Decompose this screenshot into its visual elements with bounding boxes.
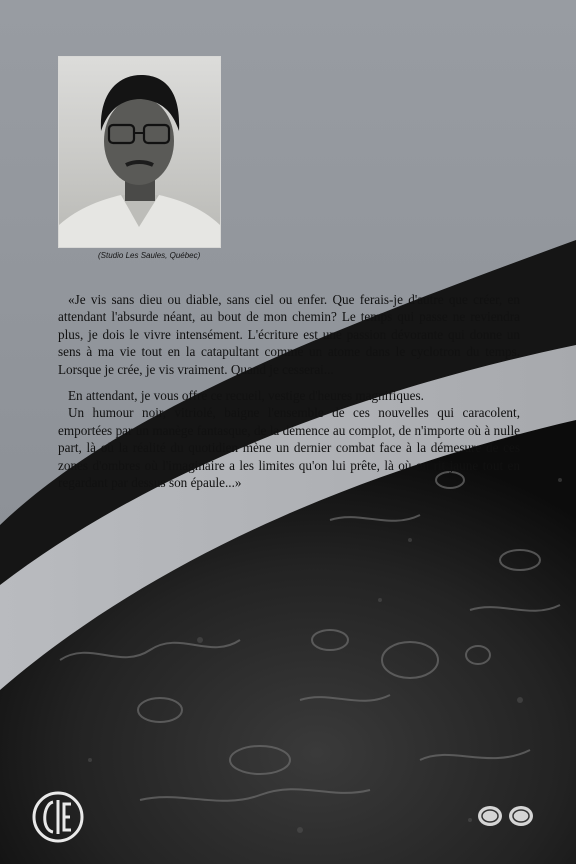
publisher-logo bbox=[31, 788, 85, 846]
seal-icon bbox=[509, 806, 533, 826]
blurb-text bbox=[58, 291, 520, 491]
blurb-paragraph: Un humour noir, vitriolé, baigne l'ensemble de ces nouvelles qui caracolent, emportées par un manège fantasque, de la démence au complot, de n'importe où à nulle part, là où la réalité du quotidien mène un dernier combat face à la démesure de ces zones d'ombres où l'imaginaire a les limites qu'on lui prête, là où on rit jaune tout en regardant par dessus son épaule...» bbox=[58, 405, 520, 491]
author-quote-paragraph: «Je vis sans dieu ou diable, sans ciel ou enfer. Que ferais-je d'autre que créer, en attendant l'absurde néant, au bout de mon chemin? Le temps qui passe ne reviendra plus, je dois le vivre intensément. L'écriture est une passion dévorante qui donne un sens à ma vie tout en la catapultant comme un atome dans le cyclotron du temps. Lorsque je crée, je vis vraiment. Quand je cesserai... bbox=[58, 292, 520, 377]
photo-caption: (Studio Les Saules, Québec) bbox=[98, 251, 201, 260]
blurb-paragraph: En attendant, je vous offre ce recueil, vestige d'heures magnifiques. bbox=[68, 388, 424, 404]
grant-seals bbox=[476, 803, 536, 829]
seal-icon bbox=[478, 806, 502, 826]
author-photo bbox=[58, 56, 221, 248]
